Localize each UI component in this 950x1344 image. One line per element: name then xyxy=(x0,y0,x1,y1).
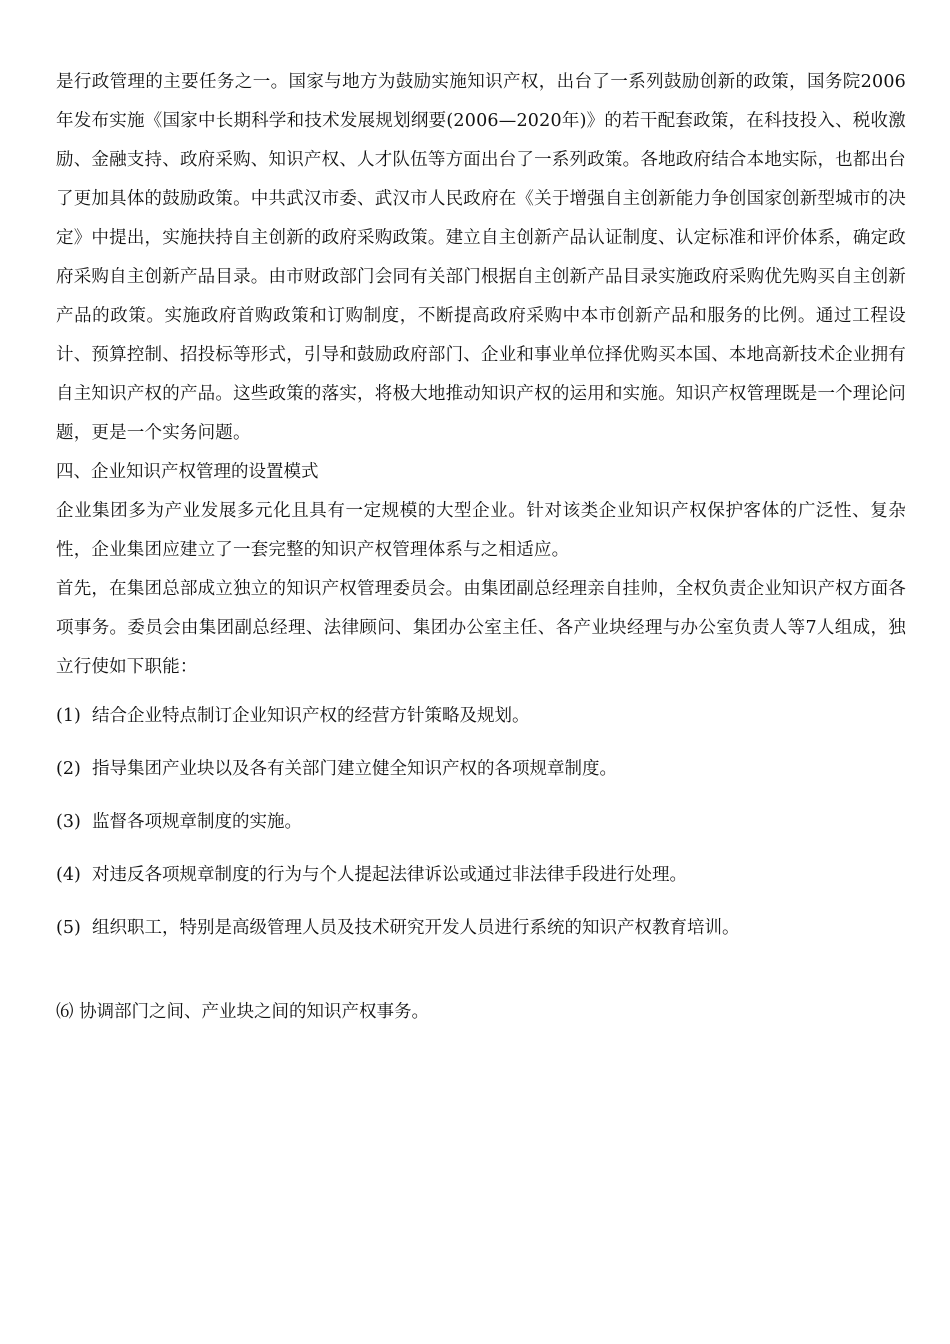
list-item-number: (2) xyxy=(56,759,81,779)
list-item xyxy=(56,809,906,835)
list-item-text: 结合企业特点制订企业知识产权的经营方针策略及规划。 xyxy=(92,706,530,726)
list-item-number: (4) xyxy=(56,865,81,885)
duties-list xyxy=(56,703,906,941)
list-item xyxy=(56,862,906,888)
list-item xyxy=(56,756,906,782)
list-item-number: (1) xyxy=(56,706,81,726)
list-item-6: ⑹ 协调部门之间、产业块之间的知识产权事务。 xyxy=(56,1002,430,1022)
body-paragraph: 首先，在集团总部成立独立的知识产权管理委员会。由集团副总经理亲自挂帅，全权负责企业知识产权方面各项事务。委员会由集团副总经理、法律顾问、集团办公室主任、各产业块经理与办公室负责人等7人组成，独立行使如下职能： xyxy=(56,579,906,677)
document-page xyxy=(56,63,906,1025)
body-paragraph: 企业集团多为产业发展多元化且具有一定规模的大型企业。针对该类企业知识产权保护客体的广泛性、复杂性，企业集团应建立了一套完整的知识产权管理体系与之相适应。 xyxy=(56,501,906,560)
list-item-text: 对违反各项规章制度的行为与个人提起法律诉讼或通过非法律手段进行处理。 xyxy=(92,865,687,885)
list-item-number: (3) xyxy=(56,812,81,832)
list-item-text: 组织职工，特别是高级管理人员及技术研究开发人员进行系统的知识产权教育培训。 xyxy=(92,918,740,938)
list-item-text: 监督各项规章制度的实施。 xyxy=(92,812,302,832)
list-item xyxy=(56,915,906,941)
list-item xyxy=(56,703,906,729)
list-item-text: 指导集团产业块以及各有关部门建立健全知识产权的各项规章制度。 xyxy=(92,759,617,779)
section-heading: 四、企业知识产权管理的设置模式 xyxy=(56,462,319,482)
list-item-number: (5) xyxy=(56,918,81,938)
body-paragraph: 是行政管理的主要任务之一。国家与地方为鼓励实施知识产权，出台了一系列鼓励创新的政策，国务院2006年发布实施《国家中长期科学和技术发展规划纲要(2006—2020年)》的若干配套政策，在科技投入、税收激励、金融支持、政府采购、知识产权、人才队伍等方面出台了一系列政策。各地政府结合本地实际，也都出台了更加具体的鼓励政策。中共武汉市委、武汉市人民政府在《关于增强自主创新能力争创国家创新型城市的决定》中提出，实施扶持自主创新的政府采购政策。建立自主创新产品认证制度、认定标准和评价体系，确定政府采购自主创新产品目录。由市财政部门会同有关部门根据自主创新产品目录实施政府采购优先购买自主创新产品的政策。实施政府首购政策和订购制度，不断提高政府采购中本市创新产品和服务的比例。通过工程设计、预算控制、招投标等形式，引导和鼓励政府部门、企业和事业单位择优购买本国、本地高新技术企业拥有自主知识产权的产品。这些政策的落实，将极大地推动知识产权的运用和实施。知识产权管理既是一个理论问题，更是一个实务问题。 xyxy=(56,72,906,443)
